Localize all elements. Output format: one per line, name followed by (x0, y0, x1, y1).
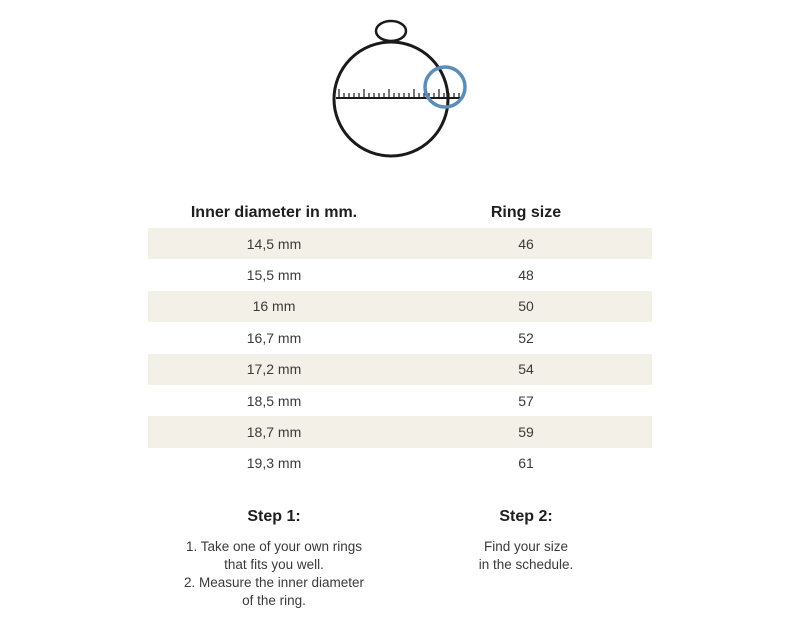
step-2-line: Find your size (483, 539, 569, 554)
diameter-cell: 15,5 mm (246, 267, 302, 284)
step-2-line: in the schedule. (478, 557, 574, 572)
diameter-cell: 19,3 mm (246, 455, 302, 472)
size-cell: 52 (518, 329, 534, 346)
step-1 (148, 508, 400, 610)
diameter-cell: 16,7 mm (246, 329, 302, 346)
diameter-cell: 17,2 mm (246, 361, 302, 378)
table-row (148, 385, 652, 416)
ring-sizer-icon (320, 14, 480, 164)
table-row (148, 322, 652, 353)
table-row (148, 228, 652, 259)
size-column-header: Ring size (490, 204, 562, 221)
size-cell: 59 (518, 424, 534, 441)
ring-sizer-illustration (320, 14, 480, 164)
size-cell: 57 (518, 392, 534, 409)
ring-highlight (425, 67, 465, 107)
step-1-text (148, 538, 400, 610)
diameter-cell: 18,7 mm (246, 424, 302, 441)
size-table (148, 198, 652, 479)
table-header (148, 198, 652, 228)
step-2 (400, 508, 652, 574)
table-row (148, 259, 652, 290)
diameter-cell: 18,5 mm (246, 392, 302, 409)
step-1-line: 1. Take one of your own rings (185, 539, 363, 554)
step-1-line: 2. Measure the inner diameter (183, 575, 365, 590)
step-1-line: that fits you well. (224, 557, 324, 572)
ruler-ticks (339, 89, 459, 98)
diameter-cell: 14,5 mm (246, 235, 302, 252)
size-cell: 61 (518, 455, 534, 472)
table-row (148, 416, 652, 447)
step-2-text (400, 538, 652, 574)
size-cell: 46 (518, 235, 534, 252)
loop-shape (376, 21, 406, 41)
step-2-title: Step 2: (499, 508, 553, 525)
step-1-line: of the ring. (242, 593, 306, 608)
table-row (148, 291, 652, 322)
size-cell: 50 (518, 298, 534, 315)
size-cell: 48 (518, 267, 534, 284)
step-1-title: Step 1: (247, 508, 301, 525)
size-cell: 54 (518, 361, 534, 378)
table-row (148, 448, 652, 479)
diameter-column-header: Inner diameter in mm. (190, 204, 358, 221)
table-body (148, 228, 652, 479)
table-row (148, 354, 652, 385)
diameter-cell: 16 mm (252, 298, 296, 315)
